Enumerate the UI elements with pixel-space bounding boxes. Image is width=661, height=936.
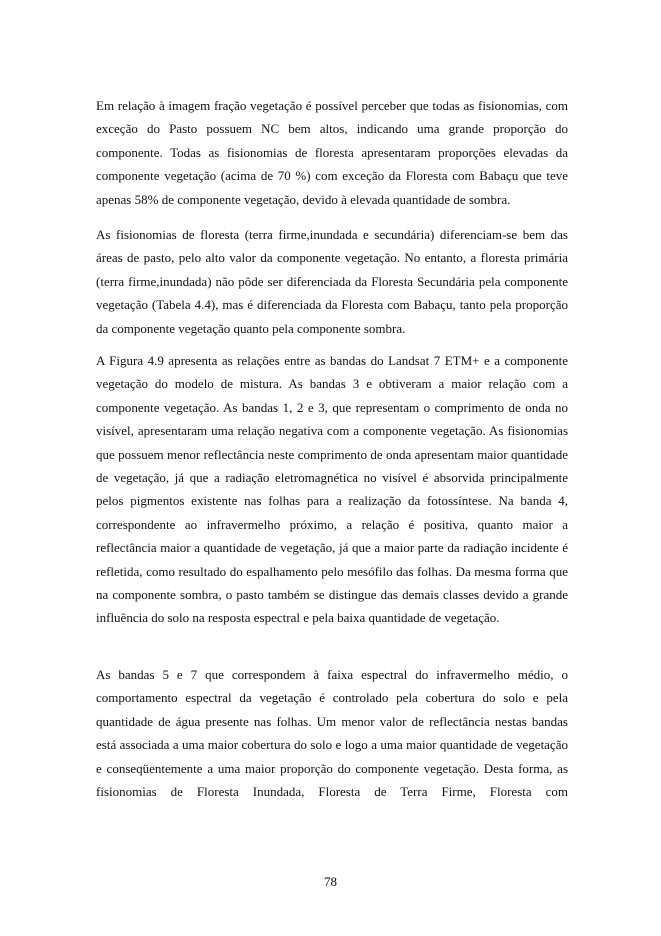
paragraph-forest-physiognomies: As fisionomias de floresta (terra firme,inundada e secundária) diferenciam-se bem das áreas de pasto, pelo alto valor da componente vegetação. No entanto, a floresta primária (terra firme,inundada) não pôde ser diferenciada da Floresta Secundária pela componente vegetação (Tabela 4.4), mas é diferenciada da Floresta com Babaçu, tanto pela proporção da componente vegetação quanto pela componente sombra. bbox=[96, 227, 568, 336]
paragraph-figure-4-9-bands: A Figura 4.9 apresenta as relações entre as bandas do Landsat 7 ETM+ e a componente vegetação do modelo de mistura. As bandas 3 e obtiveram a maior relação com a componente vegetação. As bandas 1, 2 e 3, que representam o comprimento de onda no visível, apresentaram uma relação negativa com a componente vegetação. As fisionomias que possuem menor reflectância neste comprimento de onda apresentam maior quantidade de vegetação, já que a radiação eletromagnética no visível é absorvida principalmente pelos pigmentos existente nas folhas para a realização da fotossíntese. Na banda 4, correspondente ao infravermelho próximo, a relação é positiva, quanto maior a reflectância maior a quantidade de vegetação, já que a maior parte da radiação incidente é refletida, como resultado do espalhamento pelo mesófilo das folhas. Da mesma forma que na componente sombra, o pasto também se distingue das demais classes devido a grande influência do solo na resposta espectral e pela baixa quantidade de vegetação. bbox=[96, 353, 568, 626]
page-number: 78 bbox=[324, 874, 337, 889]
paragraph-bands-5-7: As bandas 5 e 7 que correspondem à faixa espectral do infravermelho médio, o comportamento espectral da vegetação é controlado pela cobertura do solo e pela quantidade de água presente nas folhas. Um menor valor de reflectância nestas bandas está associada a uma maior cobertura do solo e logo a uma maior quantidade de vegetação e conseqüentemente a uma maior proporção do componente vegetação. Desta forma, as fisionomias de Floresta Inundada, Floresta de Terra Firme, Floresta com bbox=[96, 667, 568, 800]
paragraph-vegetation-fraction: Em relação à imagem fração vegetação é possível perceber que todas as fisionomias, com exceção do Pasto possuem NC bem altos, indicando uma grande proporção do componente. Todas as fisionomias de floresta apresentaram proporções elevadas da componente vegetação (acima de 70 %) com exceção da Floresta com Babaçu que teve apenas 58% de componente vegetação, devido à elevada quantidade de sombra. bbox=[96, 98, 568, 207]
